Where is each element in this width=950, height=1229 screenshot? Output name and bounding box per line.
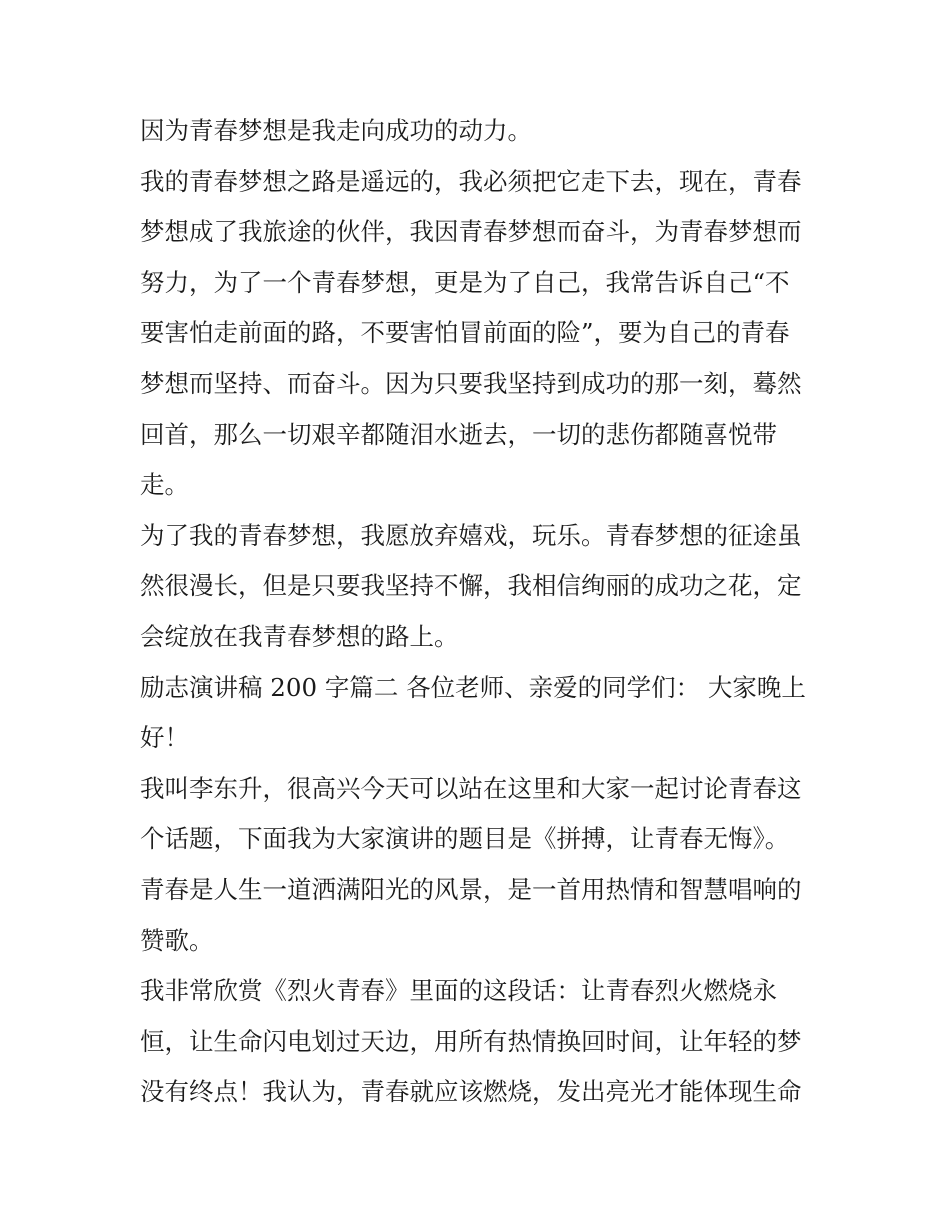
text-line: 没有终点！我认为，青春就应该燃烧，发出亮光才能体现生命 [140, 1077, 802, 1107]
text-line: 努力，为了一个青春梦想，更是为了自己，我常告诉自己“不 [140, 267, 790, 297]
text-line: 我非常欣赏《烈火青春》里面的这段话：让青春烈火燃烧永 [140, 976, 777, 1006]
text-line: 好！ [140, 723, 189, 753]
text-line: 恒，让生命闪电划过天边，用所有热情换回时间，让年轻的梦 [140, 1026, 802, 1056]
text-line: 走。 [140, 470, 189, 500]
text-line: 个话题，下面我为大家演讲的题目是《拼搏，让青春无悔》。 [140, 824, 790, 854]
document-body [140, 106, 820, 1118]
text-line: 然很漫长，但是只要我坚持不懈，我相信绚丽的成功之花，定 [140, 571, 802, 601]
text-line: 回首，那么一切艰辛都随泪水逝去，一切的悲伤都随喜悦带 [140, 419, 777, 449]
text-line: 青春是人生一道洒满阳光的风景，是一首用热情和智慧唱响的 [140, 874, 802, 904]
text-line: 会绽放在我青春梦想的路上。 [140, 621, 459, 651]
text-line: 要害怕走前面的路，不要害怕冒前面的险”，要为自己的青春 [140, 318, 790, 348]
text-line: 梦想成了我旅途的伙伴，我因青春梦想而奋斗，为青春梦想而 [140, 217, 802, 247]
text-line: 赞歌。 [140, 925, 214, 955]
text-line: 为了我的青春梦想，我愿放弃嬉戏，玩乐。青春梦想的征途虽 [140, 520, 802, 550]
text-line: 我叫李东升，很高兴今天可以站在这里和大家一起讨论青春这 [140, 773, 802, 803]
text-line: 梦想而坚持、而奋斗。因为只要我坚持到成功的那一刻，蓦然 [140, 368, 802, 398]
text-line: 我的青春梦想之路是遥远的，我必须把它走下去，现在，青春 [140, 166, 802, 196]
text-line: 因为青春梦想是我走向成功的动力。 [140, 116, 532, 145]
text-line: 励志演讲稿 200 字篇二 各位老师、亲爱的同学们： 大家晚上 [140, 672, 806, 702]
